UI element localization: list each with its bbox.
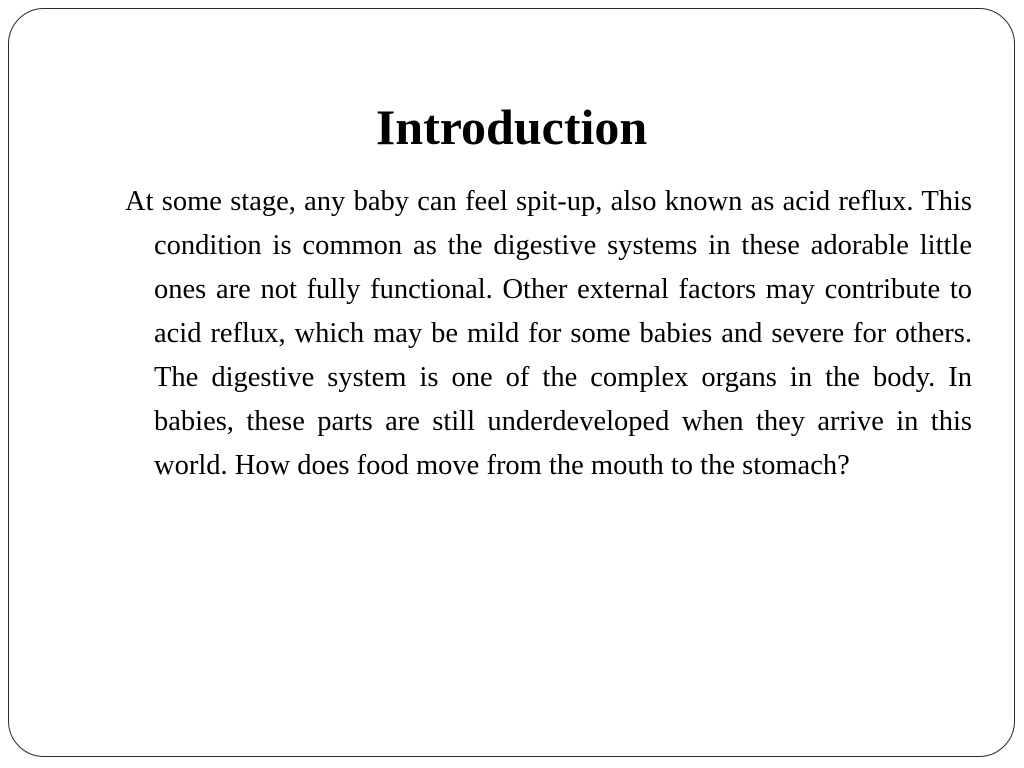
slide-body-text: At some stage, any baby can feel spit-up, also known as acid reflux. This condition is common as the digestive systems in these adorable little ones are not fully functional. Other external factors may contribute to acid reflux, which may be mild for some babies and severe for others. The digestive system is one of the complex organs in the body. In babies, these parts are still underdeveloped when they arrive in this world. How does food move from the mouth to the stomach?	[125, 186, 972, 481]
slide-frame	[8, 8, 1015, 757]
slide-title: Introduction	[375, 99, 648, 155]
